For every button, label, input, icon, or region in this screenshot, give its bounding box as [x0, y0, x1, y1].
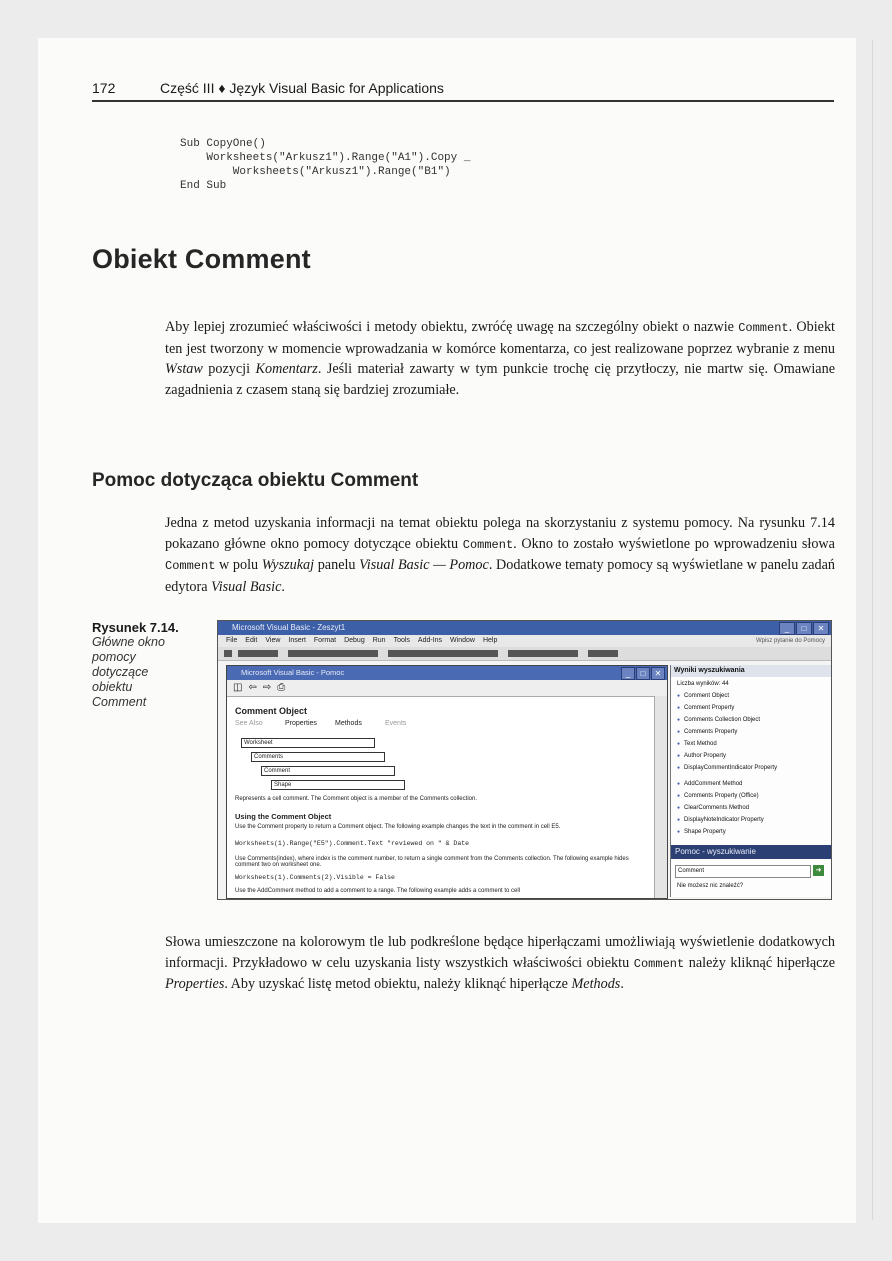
text-run: Jedna z metod uzyskania informacji na temat obiektu polega na skorzystaniu z systemu pomocy. Na rysunku 7.14 pokazano główne okno pomocy dotyczące obiektu	[165, 515, 835, 552]
forward-icon[interactable]: ⇨	[262, 682, 272, 693]
toolbar-icon[interactable]	[238, 650, 278, 657]
text-run: . Okno to zostało wyświetlone po wprowadzeniu słowa	[513, 535, 835, 552]
menu-addins[interactable]: Add-Ins	[417, 637, 443, 644]
text-run: pozycji	[202, 361, 256, 377]
ask-question-box[interactable]: Wpisz pytanie do Pomocy	[755, 638, 825, 644]
using-heading: Using the Comment Object	[235, 812, 332, 821]
using-text-2: Use Comments(index), where index is the comment number, to return a single comment from the Comments collection. The following example hides comment two on worksheet one.	[235, 856, 629, 868]
section-title: Obiekt Comment	[92, 244, 311, 274]
menu-item-name: Komentarz	[255, 361, 318, 377]
result-item[interactable]: ● Shape Property	[677, 829, 726, 835]
help-title-bar	[227, 666, 667, 680]
result-item[interactable]: ● Comment Object	[677, 693, 729, 699]
field-name: Wyszukaj	[261, 557, 315, 573]
hierarchy-worksheet[interactable]: Worksheet	[241, 738, 375, 748]
page-edge	[872, 40, 873, 1220]
properties-term: Properties	[165, 976, 225, 992]
menu-tools[interactable]: Tools	[393, 637, 410, 644]
text-run: . Obiekt ten jest tworzony w momencie wprowadzania w komórce komentarza, co jest realizowane poprzez wybranie z menu	[165, 319, 835, 357]
events-link[interactable]: Events	[385, 720, 407, 727]
text-run: panelu	[314, 557, 360, 573]
help-title: Microsoft Visual Basic - Pomoc	[241, 668, 345, 677]
menu-edit[interactable]: Edit	[245, 637, 258, 644]
menu-debug[interactable]: Debug	[344, 637, 365, 644]
text-run: w polu	[215, 557, 262, 573]
vbe-title: Microsoft Visual Basic - Zeszyt1	[232, 623, 346, 632]
code-listing: Sub CopyOne() Worksheets("Arkusz1").Range("A1").Copy _ Worksheets("Arkusz1").Range("B1") End Sub	[180, 138, 471, 192]
print-icon[interactable]: ⎙	[277, 682, 286, 693]
hierarchy-comments[interactable]: Comments	[251, 752, 385, 762]
result-item[interactable]: ● DisplayCommentIndicator Property	[677, 765, 777, 771]
paragraph-intro	[165, 317, 835, 400]
result-item[interactable]: ● AddComment Method	[677, 781, 742, 787]
figure-screenshot	[217, 620, 832, 900]
toolbar-icon[interactable]	[588, 650, 618, 657]
properties-link[interactable]: Properties	[285, 720, 317, 727]
menu-insert[interactable]: Insert	[288, 637, 306, 644]
task-pane-title: Wyniki wyszukiwania	[671, 665, 832, 677]
help-scrollbar[interactable]	[654, 696, 667, 898]
result-item[interactable]: ● Comments Property	[677, 729, 737, 735]
code-term: Comment	[165, 559, 216, 573]
code-term: Comment	[633, 956, 685, 971]
help-heading: Comment Object	[235, 706, 308, 716]
menu-file[interactable]: File	[226, 637, 238, 644]
maximize-icon[interactable]: □	[796, 622, 812, 635]
help-toolbar	[227, 680, 667, 697]
task-pane	[670, 665, 831, 897]
menu-name: Wstaw	[165, 361, 203, 377]
vbe-toolbar	[218, 647, 831, 661]
methods-term: Methods	[571, 976, 621, 992]
result-item[interactable]: ● Text Method	[677, 741, 717, 747]
toolbar-icon[interactable]	[388, 650, 498, 657]
code-term: Comment	[738, 321, 789, 335]
hierarchy-comment[interactable]: Comment	[261, 766, 395, 776]
result-count: Liczba wyników: 44	[677, 681, 729, 687]
using-text: Use the Comment property to return a Comment object. The following example changes the text in the comment in cell E5.	[235, 824, 561, 830]
menu-run[interactable]: Run	[372, 637, 386, 644]
help-content	[235, 706, 645, 896]
result-item[interactable]: ● ClearComments Method	[677, 805, 749, 811]
page-number: 172	[92, 80, 116, 96]
maximize-icon[interactable]: □	[636, 667, 650, 680]
menu-view[interactable]: View	[265, 637, 281, 644]
subsection-title: Pomoc dotycząca obiektu Comment	[92, 470, 419, 491]
result-item[interactable]: ● Comment Property	[677, 705, 734, 711]
figure-caption-text: Główne okno pomocy dotyczące obiektu Comment	[92, 635, 165, 709]
menu-help[interactable]: Help	[482, 637, 498, 644]
text-run: Aby lepiej zrozumieć właściwości i metody obiektu, zwróćę uwagę na szczególny obiekt o nazwie	[165, 319, 739, 335]
figure-number: Rysunek 7.14.	[92, 620, 179, 635]
code-term: Comment	[462, 537, 514, 552]
result-item[interactable]: ● Comments Property (Office)	[677, 793, 759, 799]
result-item[interactable]: ● Author Property	[677, 753, 726, 759]
represents-text: Represents a cell comment. The Comment object is a member of the Comments collection.	[235, 796, 477, 802]
text-run: . Jeśli materiał zawarty w tym punkcie trochę cię przytłoczy, nie martw się. Omawiane zagadnienia z czasem staną się bardziej zrozumiałe.	[165, 361, 835, 398]
text-run: .	[281, 578, 285, 595]
running-header	[92, 80, 834, 102]
toolbar-icon[interactable]	[224, 650, 232, 657]
vbe-title-bar	[218, 621, 831, 635]
code-example-1: Worksheets(1).Range("E5").Comment.Text "reviewed on " & Date	[235, 840, 470, 847]
vbe-menubar	[218, 635, 831, 647]
search-section-title: Pomoc - wyszukiwanie	[671, 845, 832, 859]
editor-name: Visual Basic	[211, 578, 282, 595]
panel-name: Visual Basic — Pomoc	[359, 557, 489, 573]
menu-window[interactable]: Window	[450, 637, 475, 644]
not-found-link[interactable]: Nie możesz nic znaleźć?	[677, 883, 744, 889]
minimize-icon[interactable]: _	[779, 622, 795, 635]
using-text-3: Use the AddComment method to add a comment to a range. The following example adds a comment to cell	[235, 888, 521, 894]
close-icon[interactable]: ✕	[813, 622, 829, 635]
hierarchy-shape[interactable]: Shape	[271, 780, 405, 790]
header-rule	[92, 100, 834, 102]
text-run: . Aby uzyskać listę metod obiektu, należy kliknąć hiperłącze	[224, 976, 572, 992]
figure-caption	[92, 620, 182, 710]
minimize-icon[interactable]: _	[621, 667, 635, 680]
toolbar-icon[interactable]	[288, 650, 378, 657]
toolbar-icon[interactable]	[508, 650, 578, 657]
code-example-2: Worksheets(1).Comments(2).Visible = False	[235, 874, 395, 881]
text-run: . Dodatkowe tematy pomocy są wyświetlane w panelu zadań edytora	[165, 557, 836, 595]
text-run: Słowa umieszczone na kolorowym tle lub podkreślone będące hiperłączami umożliwiają wyświetlenie dodatkowych informacji. Przykładowo w celu uzyskania listy wszystkich właściwości obiektu	[165, 934, 835, 971]
methods-link[interactable]: Methods	[335, 720, 362, 727]
tile-icon[interactable]: ◫	[233, 682, 243, 693]
running-title: Część III ♦ Język Visual Basic for Applications	[160, 80, 444, 96]
paragraph-links	[165, 932, 835, 995]
help-window	[226, 665, 668, 899]
text-run: należy kliknąć hiperłącze	[684, 954, 836, 971]
see-also-link[interactable]: See Also	[235, 720, 263, 727]
paragraph-help	[165, 513, 835, 597]
result-item[interactable]: ● Comments Collection Object	[677, 717, 760, 723]
text-run: .	[620, 976, 624, 992]
search-input[interactable]: Comment	[675, 865, 811, 878]
back-icon[interactable]: ⇦	[248, 682, 257, 693]
menu-format[interactable]: Format	[313, 637, 337, 644]
close-icon[interactable]: ✕	[651, 667, 665, 680]
result-item[interactable]: ● DisplayNoteIndicator Property	[677, 817, 764, 823]
go-arrow-icon[interactable]: ➜	[813, 865, 824, 876]
